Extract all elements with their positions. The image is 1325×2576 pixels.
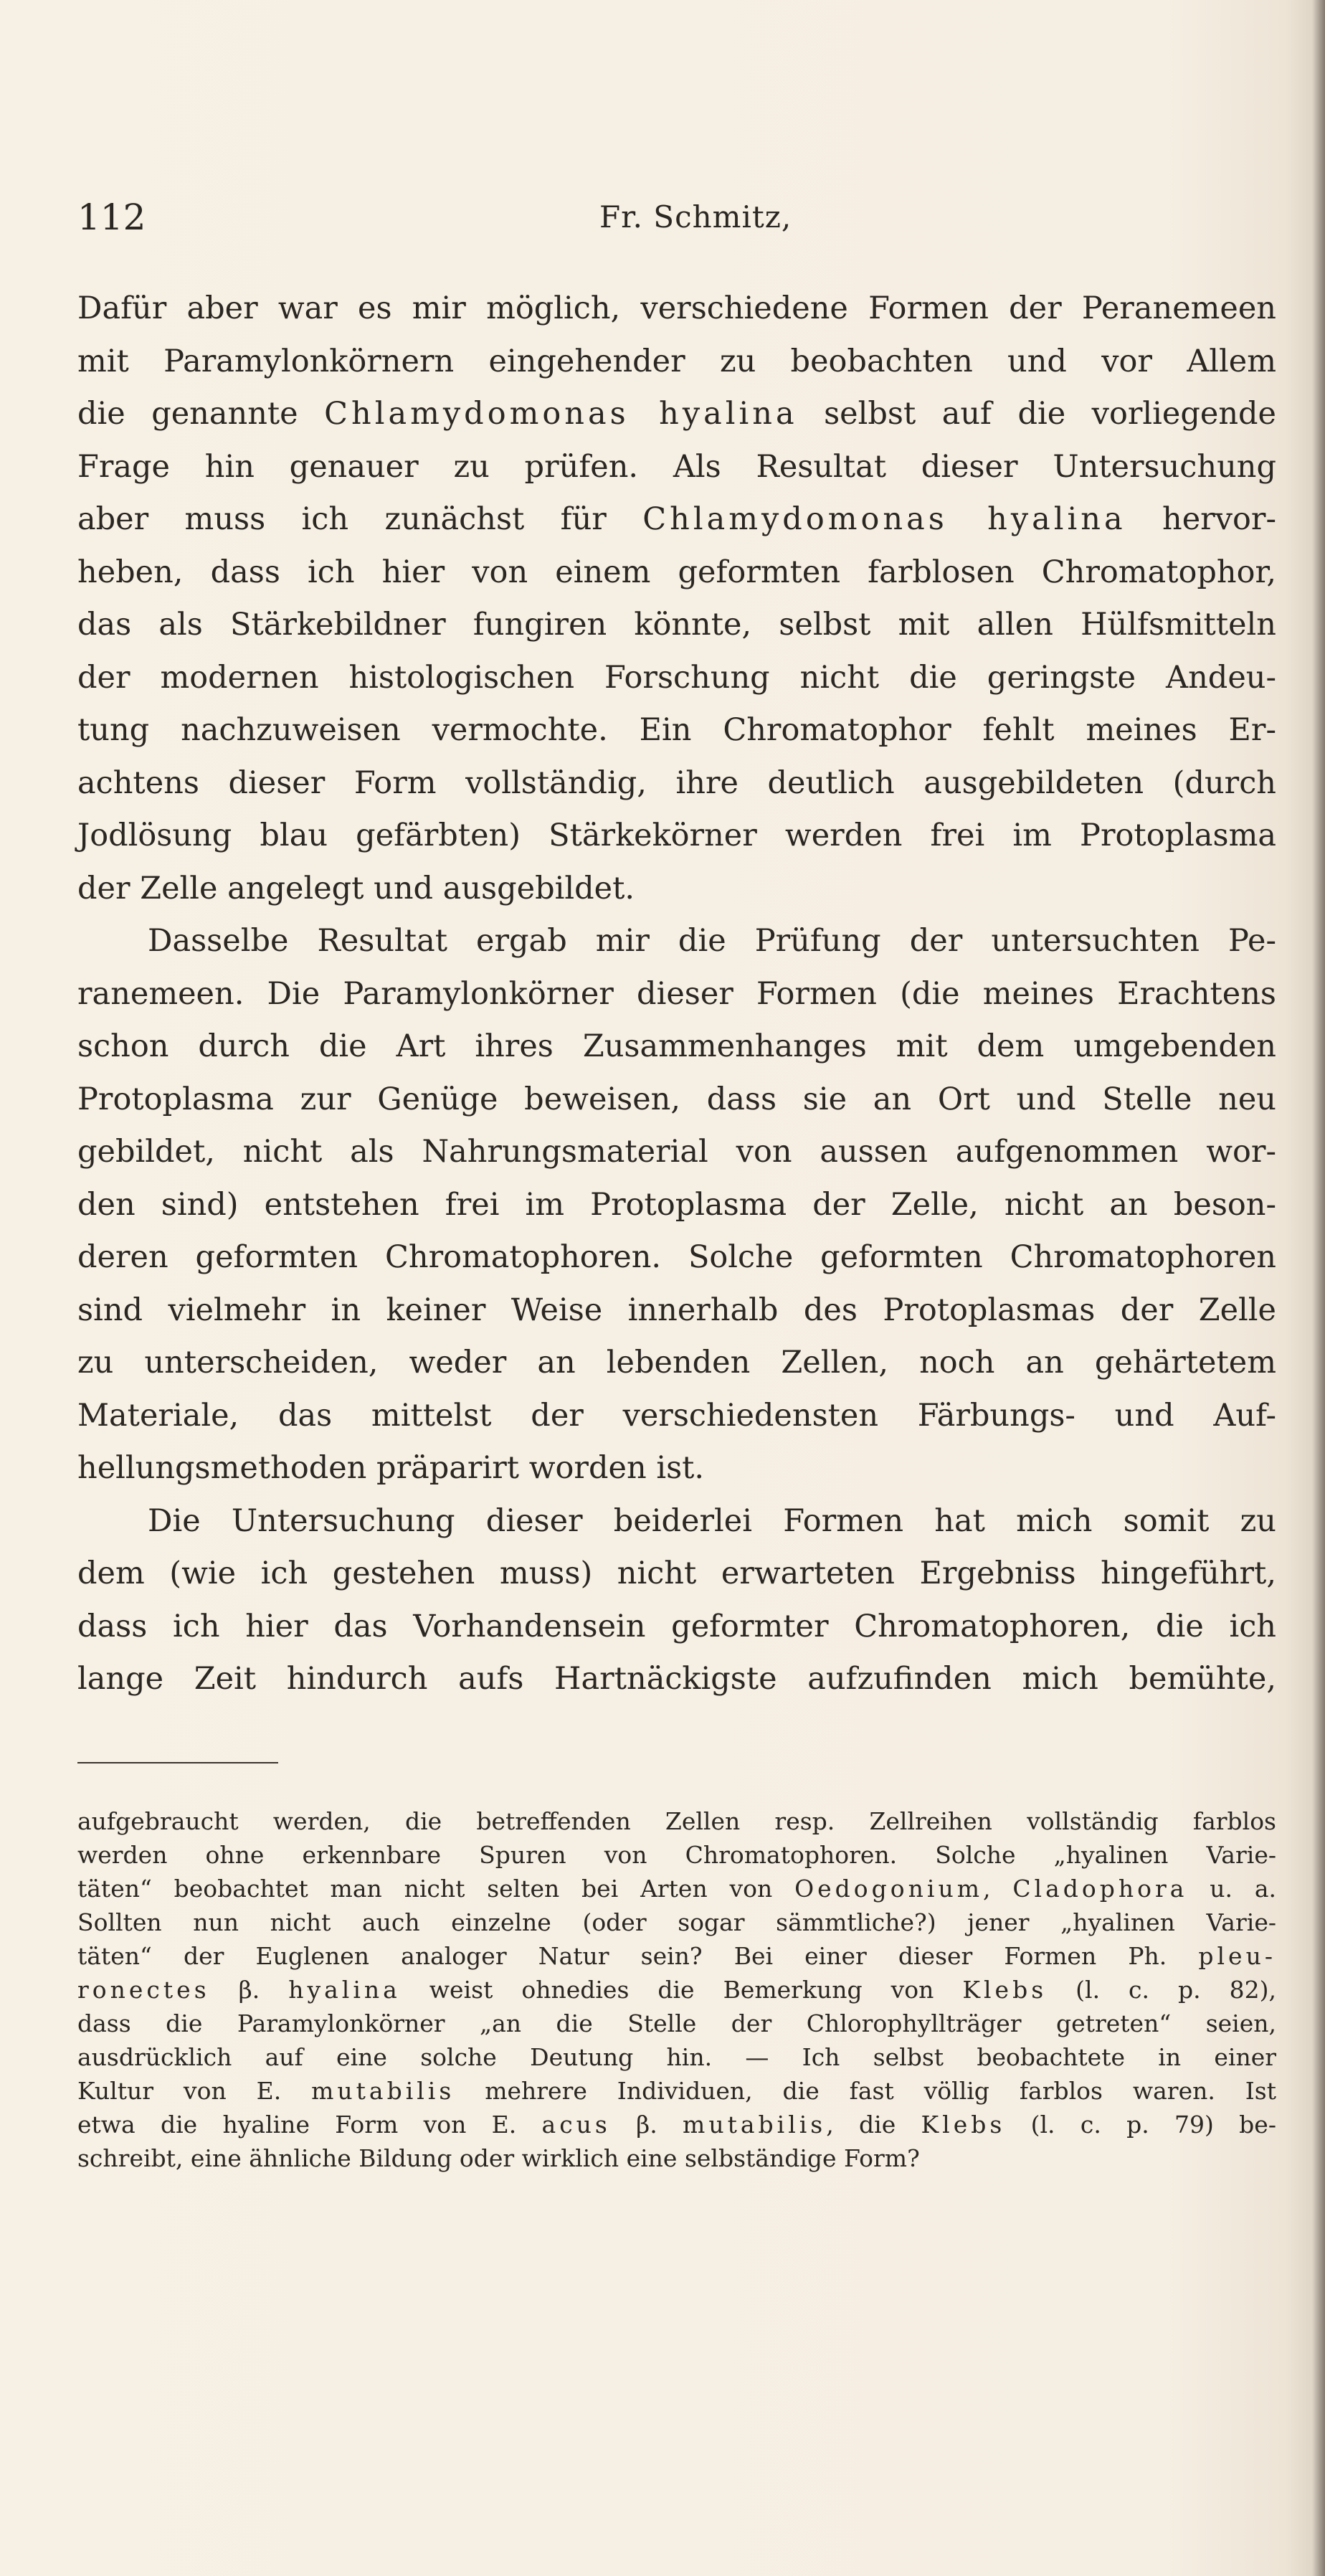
text-segment: dass die Paramylonkörner „an die Stelle der Chlorophyllträger getreten“ seien, <box>77 2009 1276 2037</box>
text-segment: , <box>983 1875 1013 1903</box>
text-line <box>77 1179 1276 1232</box>
text-segment: weist ohnedies die Bemerkung von <box>400 1976 963 2004</box>
text-segment: Materiale, das mittelst der verschiedensten Färbungs- und Auf- <box>77 1397 1276 1434</box>
text-line <box>77 1653 1276 1706</box>
text-segment: Kultur von E. <box>77 2077 312 2105</box>
footnote-line <box>77 1804 1276 1838</box>
spaced-name: Klebs <box>921 2111 1006 2139</box>
text-segment: ausdrücklich auf eine solche Deutung hin. — Ich selbst beobachtete in einer <box>77 2043 1276 2071</box>
text-line <box>77 1126 1276 1179</box>
spaced-name: Klebs <box>962 1976 1048 2004</box>
text-segment: zu unterscheiden, weder an lebenden Zellen, noch an gehärtetem <box>77 1345 1276 1381</box>
text-segment: die genannte <box>77 396 325 432</box>
text-line <box>77 1601 1276 1654</box>
footnote-line <box>77 2108 1276 2141</box>
text-segment: Sollten nun nicht auch einzelne (oder sogar sämmtliche?) jener „hyalinen Varie- <box>77 1908 1276 1936</box>
text-line <box>77 704 1276 757</box>
text-segment: β. <box>610 2111 683 2139</box>
footnote-line <box>77 1973 1276 2007</box>
text-segment: u. a. <box>1187 1875 1276 1903</box>
text-segment: der modernen histologischen Forschung nicht die geringste Andeu- <box>77 659 1276 696</box>
text-segment: Protoplasma zur Genüge beweisen, dass sie an Ort und Stelle neu <box>77 1081 1276 1117</box>
text-segment: Dasselbe Resultat ergab mir die Prüfung der untersuchten Pe- <box>148 923 1276 959</box>
text-segment: Dafür aber war es mir möglich, verschiedene Formen der Peranemeen <box>77 290 1276 326</box>
text-segment: heben, dass ich hier von einem geformten farblosen Chromatophor, <box>77 554 1276 590</box>
text-line <box>77 1284 1276 1337</box>
main-text <box>77 283 1276 1706</box>
footnote-line <box>77 2040 1276 2074</box>
text-line <box>77 493 1276 546</box>
text-line <box>77 652 1276 705</box>
text-segment: tung nachzuweisen vermochte. Ein Chromatophor fehlt meines Er- <box>77 712 1276 748</box>
text-line <box>77 1442 1276 1495</box>
text-segment: der Zelle angelegt und ausgebildet. <box>77 870 635 906</box>
page-header <box>77 192 1253 242</box>
text-segment: werden ohne erkennbare Spuren von Chromatophoren. Solche „hyalinen Varie- <box>77 1841 1276 1869</box>
text-segment: hellungsmethoden präparirt worden ist. <box>77 1450 705 1486</box>
text-segment: achtens dieser Form vollständig, ihre deutlich ausgebildeten (durch <box>77 764 1276 801</box>
text-segment: das als Stärkebildner fungiren könnte, selbst mit allen Hülfsmitteln <box>77 607 1276 643</box>
text-segment: aufgebraucht werden, die betreffenden Zellen resp. Zellreihen vollständig farblos <box>77 1807 1276 1835</box>
text-line <box>77 863 1276 916</box>
text-segment: Frage hin genauer zu prüfen. Als Resultat dieser Untersuchung <box>77 448 1276 485</box>
text-segment: , die <box>826 2111 921 2139</box>
text-segment: mehrere Individuen, die fast völlig farblos waren. Ist <box>455 2077 1276 2105</box>
page-edge-shadow <box>1312 0 1325 2576</box>
spaced-name: Oedogonium <box>794 1875 984 1903</box>
text-line <box>77 1074 1276 1127</box>
spaced-name: hyalina <box>288 1976 401 2004</box>
running-head: Fr. Schmitz, <box>599 199 792 235</box>
text-line <box>77 1548 1276 1601</box>
text-line <box>77 915 1276 968</box>
text-segment: etwa die hyaline Form von E. <box>77 2111 542 2139</box>
text-segment: Die Untersuchung dieser beiderlei Formen hat mich somit zu <box>148 1502 1276 1539</box>
text-line <box>77 546 1276 600</box>
text-segment: mit Paramylonkörnern eingehender zu beobachten und vor Allem <box>77 343 1276 379</box>
text-line <box>77 1231 1276 1284</box>
footnote-line <box>77 1838 1276 1872</box>
text-line <box>77 336 1276 389</box>
spaced-name: Chlamydomonas hyalina <box>642 501 1126 537</box>
text-segment: täten“ beobachtet man nicht selten bei Arten von <box>77 1875 795 1903</box>
text-segment: täten“ der Euglenen analoger Natur sein? Bei einer dieser Formen Ph. <box>77 1942 1199 1970</box>
text-line <box>77 1337 1276 1390</box>
footnote-rule <box>77 1762 278 1763</box>
text-segment: (l. c. p. 79) be- <box>1005 2111 1276 2139</box>
footnote-line <box>77 2007 1276 2040</box>
text-segment: den sind) entstehen frei im Protoplasma der Zelle, nicht an beson- <box>77 1186 1276 1223</box>
spaced-name: pleu- <box>1198 1942 1276 1970</box>
text-segment: dass ich hier das Vorhandensein geformter Chromatophoren, die ich <box>77 1608 1276 1644</box>
text-segment: aber muss ich zunächst für <box>77 501 643 537</box>
text-line <box>77 388 1276 441</box>
spaced-name: Cladophora <box>1012 1875 1188 1903</box>
text-line <box>77 1495 1276 1548</box>
spaced-name: Chlamydomonas hyalina <box>324 396 798 432</box>
spaced-name: acus <box>541 2111 611 2139</box>
spaced-name: mutabilis <box>311 2077 455 2105</box>
text-line <box>77 1390 1276 1443</box>
text-line <box>77 599 1276 652</box>
footnote-line <box>77 1905 1276 1939</box>
text-segment: dem (wie ich gestehen muss) nicht erwarteten Ergebniss hingeführt, <box>77 1555 1276 1591</box>
footnote-line <box>77 2141 1276 2175</box>
text-segment: (l. c. p. 82), <box>1047 1976 1276 2004</box>
text-segment: schon durch die Art ihres Zusammenhanges mit dem umgebenden <box>77 1028 1276 1064</box>
text-segment: selbst auf die vorliegende <box>797 396 1276 432</box>
footnote <box>77 1804 1276 2175</box>
spaced-name: mutabilis <box>683 2111 827 2139</box>
text-line <box>77 283 1276 336</box>
page-number: 112 <box>77 196 146 238</box>
text-segment: sind vielmehr in keiner Weise innerhalb des Protoplasmas der Zelle <box>77 1292 1276 1328</box>
spaced-name: ronectes <box>77 1976 210 2004</box>
text-line <box>77 810 1276 863</box>
text-segment: Jodlösung blau gefärbten) Stärkekörner werden frei im Protoplasma <box>77 818 1276 853</box>
text-segment: ranemeen. Die Paramylonkörner dieser Formen (die meines Erachtens <box>77 975 1276 1012</box>
text-segment: gebildet, nicht als Nahrungsmaterial von aussen aufgenommen wor- <box>77 1134 1276 1170</box>
text-line <box>77 441 1276 494</box>
footnote-line <box>77 1872 1276 1905</box>
text-line <box>77 1021 1276 1074</box>
text-segment: deren geformten Chromatophoren. Solche geformten Chromatophoren <box>77 1239 1276 1275</box>
footnote-line <box>77 2074 1276 2108</box>
footnote-line <box>77 1939 1276 1973</box>
text-segment: β. <box>209 1976 289 2004</box>
text-line <box>77 968 1276 1021</box>
text-segment: schreibt, eine ähnliche Bildung oder wirklich eine selbständige Form? <box>77 2144 920 2172</box>
text-line <box>77 757 1276 810</box>
text-segment: lange Zeit hindurch aufs Hartnäckigste aufzufinden mich bemühte, <box>77 1661 1276 1697</box>
text-segment: hervor- <box>1126 501 1276 537</box>
